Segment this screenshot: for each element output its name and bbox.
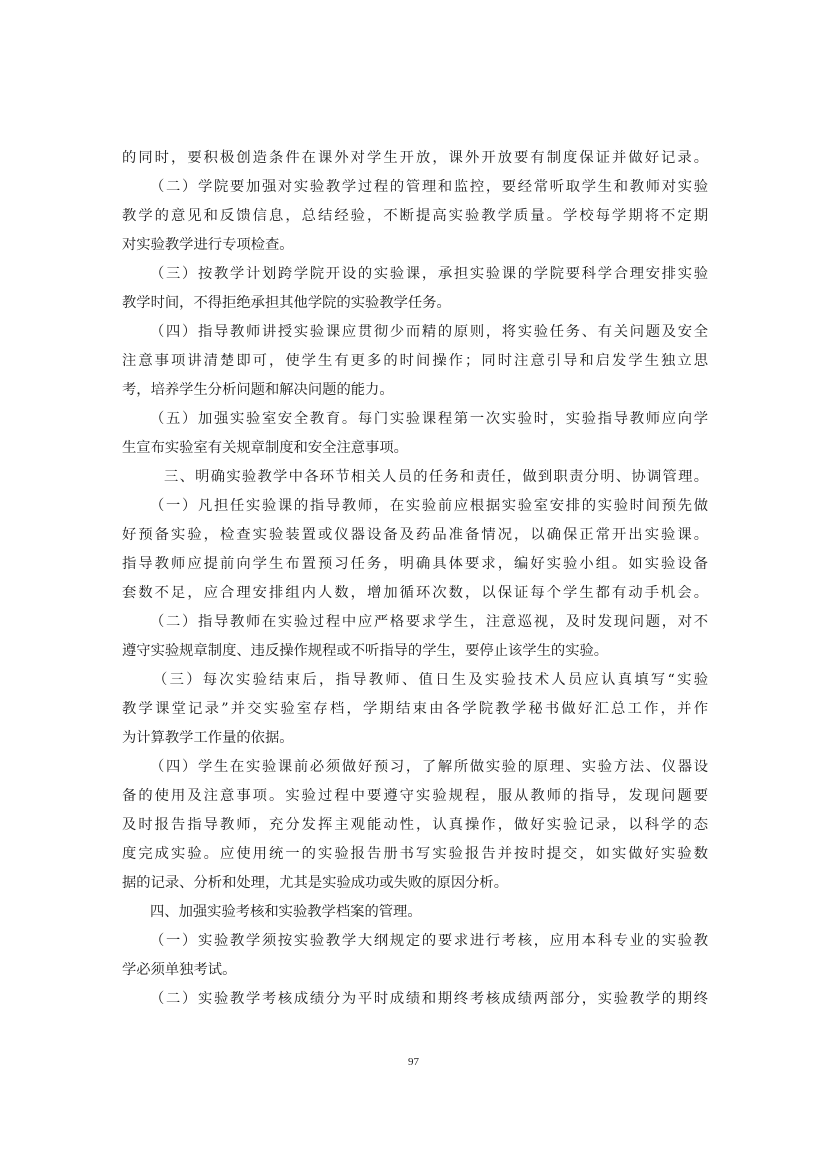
text-line: 教学的意见和反馈信息，总结经验，不断提高实验教学质量。学校每学期将不定期 bbox=[122, 208, 708, 224]
text-line: 生宣布实验室有关规章制度和安全注意事项。 bbox=[122, 440, 408, 456]
text-line: （二）实验教学考核成绩分为平时成绩和期终考核成绩两部分，实验教学的期终 bbox=[150, 991, 708, 1007]
text-line: （二）指导教师在实验过程中应严格要求学生，注意巡视，及时发现问题，对不 bbox=[150, 614, 708, 630]
text-line: 对实验教学进行专项检查。 bbox=[122, 237, 294, 253]
text-line: 学必须单独考试。 bbox=[122, 962, 237, 978]
text-line: 教学课堂记录”并交实验室存档，学期结束由各学院教学秘书做好汇总工作，并作 bbox=[122, 701, 708, 717]
text-line: 为计算教学工作量的依据。 bbox=[122, 730, 294, 746]
text-line: 好预备实验，检查实验装置或仪器设备及药品准备情况，以确保正常开出实验课。 bbox=[122, 527, 708, 543]
page-number: 97 bbox=[408, 1056, 419, 1068]
text-line: 注意事项讲清楚即可，使学生有更多的时间操作；同时注意引导和启发学生独立思 bbox=[122, 353, 708, 369]
text-line: 套数不足，应合理安排组内人数，增加循环次数，以保证每个学生都有动手机会。 bbox=[122, 585, 708, 601]
text-line: 及时报告指导教师，充分发挥主观能动性，认真操作，做好实验记录，以科学的态 bbox=[122, 817, 708, 833]
text-line: 据的记录、分析和处理，尤其是实验成功或失败的原因分析。 bbox=[122, 875, 509, 891]
text-line: （四）学生在实验课前必须做好预习，了解所做实验的原理、实验方法、仪器设 bbox=[150, 759, 708, 775]
text-line: 遵守实验规章制度、违反操作规程或不听指导的学生，要停止该学生的实验。 bbox=[122, 643, 609, 659]
text-line: （三）每次实验结束后，指导教师、值日生及实验技术人员应认真填写“实验 bbox=[153, 672, 708, 688]
text-line: 考，培养学生分析问题和解决问题的能力。 bbox=[122, 382, 394, 398]
text-line: （五）加强实验室安全教育。每门实验课程第一次实验时，实验指导教师应向学 bbox=[150, 411, 708, 427]
text-line: （三）按教学计划跨学院开设的实验课，承担实验课的学院要科学合理安排实验 bbox=[150, 266, 708, 282]
text-line: （一）实验教学须按实验教学大纲规定的要求进行考核，应用本科专业的实验教 bbox=[150, 933, 708, 949]
text-line: （四）指导教师讲授实验课应贯彻少而精的原则，将实验任务、有关问题及安全 bbox=[150, 324, 708, 340]
text-line: 备的使用及注意事项。实验过程中要遵守实验规程，服从教师的指导，发现问题要 bbox=[122, 788, 708, 804]
text-line: 度完成实验。应使用统一的实验报告册书写实验报告并按时提交，如实做好实验数 bbox=[122, 846, 708, 862]
text-line: 教学时间，不得拒绝承担其他学院的实验教学任务。 bbox=[122, 295, 451, 311]
section-heading: 四、加强实验考核和实验教学档案的管理。 bbox=[150, 904, 422, 920]
text-line: 的同时，要积极创造条件在课外对学生开放，课外开放要有制度保证并做好记录。 bbox=[122, 150, 708, 166]
text-line: 指导教师应提前向学生布置预习任务，明确具体要求，编好实验小组。如实验设备 bbox=[122, 556, 708, 572]
text-line: （二）学院要加强对实验教学过程的管理和监控，要经常听取学生和教师对实验 bbox=[150, 179, 708, 195]
text-line: （一）凡担任实验课的指导教师，在实验前应根据实验室安排的实验时间预先做 bbox=[150, 498, 708, 514]
section-heading: 三、明确实验教学中各环节相关人员的任务和责任，做到职责分明、协调管理。 bbox=[164, 469, 708, 485]
